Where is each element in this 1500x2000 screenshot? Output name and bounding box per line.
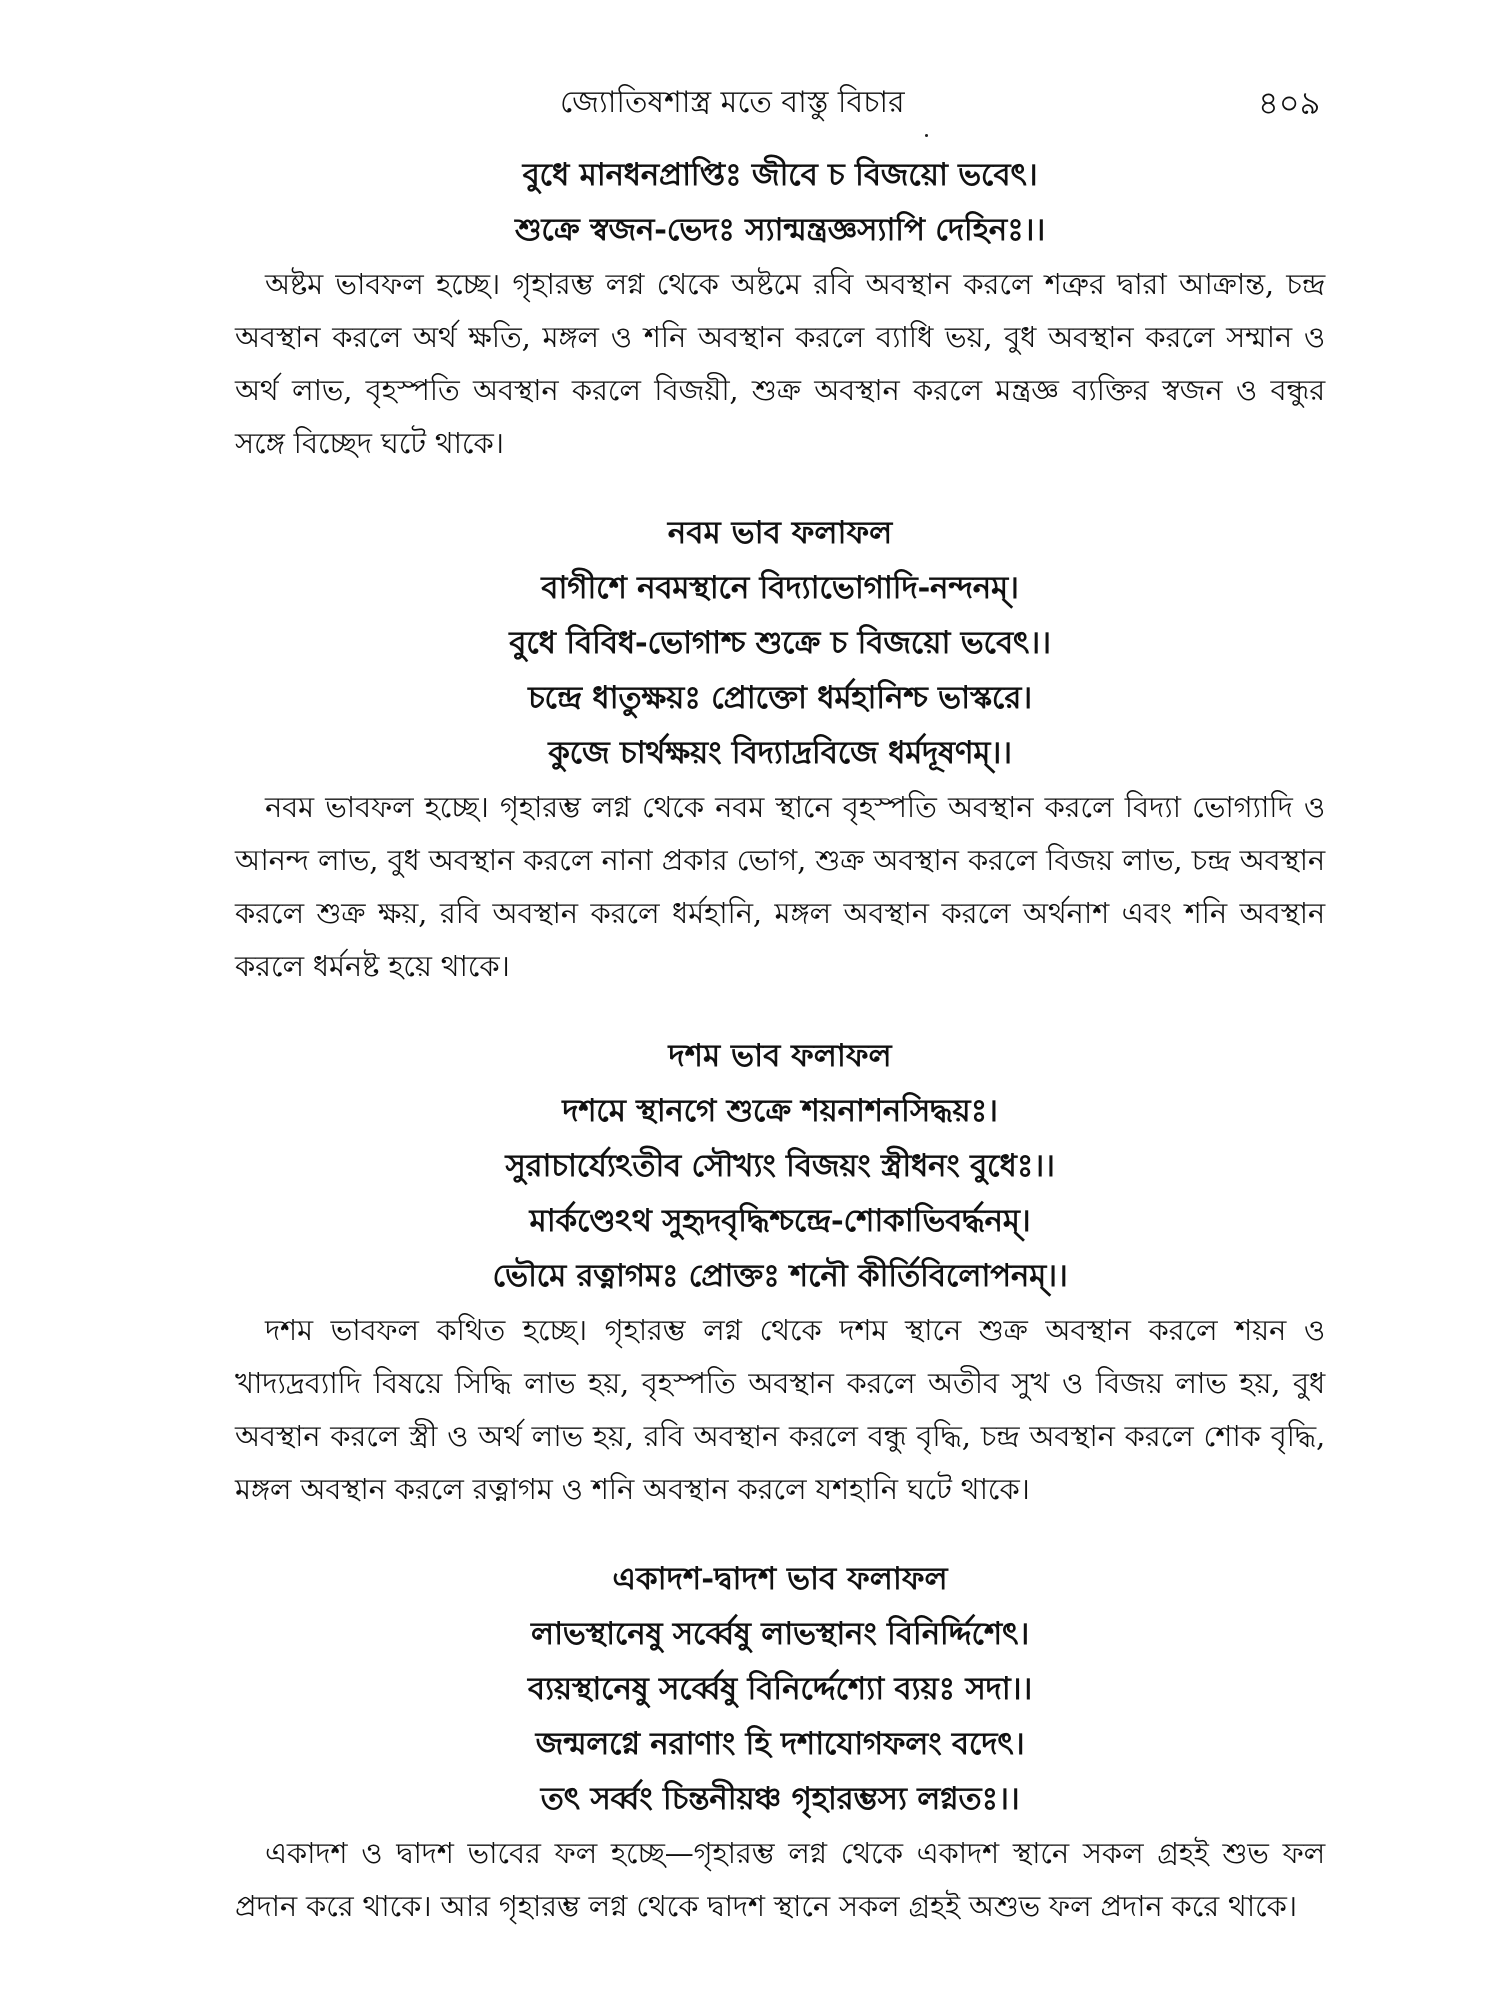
verse-line: তৎ সর্ব্বং চিন্তনীয়ঞ্চ গৃহারম্ভস্য লগ্নতঃ।। — [540, 1781, 1020, 1817]
ink-dot — [925, 134, 928, 137]
section-eighth-house-continued — [235, 148, 1325, 470]
verse-line: জন্মলগ্নে নরাণাং হি দশাযোগফলং বদেৎ। — [535, 1726, 1025, 1762]
paragraph: দশম ভাবফল কথিত হচ্ছে। গৃহারম্ভ লগ্ন থেকে দশম স্থানে শুক্র অবস্থান করলে শয়ন ও খাদ্যদ্রব্যাদি বিষয়ে সিদ্ধি লাভ হয়, বৃহস্পতি অবস্থান করলে অতীব সুখ ও বিজয় লাভ হয়, বুধ অবস্থান করলে স্ত্রী ও অর্থ লাভ হয়, রবি অবস্থান করলে বন্ধু বৃদ্ধি, চন্দ্র অবস্থান করলে শোক বৃদ্ধি, মঙ্গল অবস্থান করলে রত্নাগম ও শনি অবস্থান করলে যশহানি ঘটে থাকে। — [235, 1313, 1325, 1506]
verse-line: দশমে স্থানগে শুক্রে শয়নাশনসিদ্ধয়ঃ। — [562, 1093, 998, 1129]
verse-line: মার্কণ্ডেঽথ সুহৃদবৃদ্ধিশ্চন্দ্রে-শোকাভিবর্দ্ধনম্। — [529, 1203, 1031, 1239]
verse-line: বুধে বিবিধ-ভোগাশ্চ শুক্রে চ বিজয়ো ভবেৎ।। — [509, 625, 1051, 661]
verse-line: ভৌমে রত্নাগমঃ প্রোক্তঃ শনৌ কীর্তিবিলোপনম্।। — [492, 1258, 1068, 1294]
main-content — [235, 148, 1325, 1933]
section-ninth-house — [235, 506, 1325, 993]
verse-line: সুরাচার্য্যেঽতীব সৌখ্যং বিজয়ং স্ত্রীধনং বুধেঃ।। — [505, 1148, 1055, 1184]
section-heading: নবম ভাব ফলাফল — [667, 515, 893, 551]
paragraph: নবম ভাবফল হচ্ছে। গৃহারম্ভ লগ্ন থেকে নবম স্থানে বৃহস্পতি অবস্থান করলে বিদ্যা ভোগ্যাদি ও আনন্দ লাভ, বুধ অবস্থান করলে নানা প্রকার ভোগ, শুক্র অবস্থান করলে বিজয় লাভ, চন্দ্র অবস্থান করলে শুক্র ক্ষয়, রবি অবস্থান করলে ধর্মহানি, মঙ্গল অবস্থান করলে অর্থনাশ এবং শনি অবস্থান করলে ধর্মনষ্ট হয়ে থাকে। — [235, 790, 1325, 983]
verse-line: লাভস্থানেষু সর্ব্বেষু লাভস্থানং বিনির্দ্দিশেৎ। — [530, 1616, 1029, 1652]
verse-line: চন্দ্রে ধাতুক্ষয়ঃ প্রোক্তো ধর্মহানিশ্চ ভাস্করে। — [528, 680, 1032, 716]
verse-line: বুধে মানধনপ্রাপ্তিঃ জীবে চ বিজয়ো ভবেৎ। — [522, 157, 1038, 193]
section-heading: একাদশ-দ্বাদশ ভাব ফলাফল — [612, 1561, 948, 1597]
running-head: জ্যোতিষশাস্ত্র মতে বাস্তু বিচার — [560, 85, 905, 120]
verse-line: শুক্রে স্বজন-ভেদঃ স্যান্মন্ত্রজ্ঞস্যাপি দেহিনঃ।। — [514, 212, 1045, 248]
page-number: ৪০৯ — [1258, 84, 1321, 122]
section-tenth-house — [235, 1029, 1325, 1516]
section-eleventh-twelfth-house — [235, 1552, 1325, 1933]
verse-line: ব্যয়স্থানেষু সর্ব্বেষু বিনির্দ্দেশ্যো ব্যয়ঃ সদা।। — [527, 1671, 1033, 1707]
verse-line: কুজে চার্থক্ষয়ং বিদ্যাদ্রবিজে ধর্মদূষণম্।। — [548, 735, 1012, 771]
paragraph: একাদশ ও দ্বাদশ ভাবের ফল হচ্ছে—গৃহারম্ভ লগ্ন থেকে একাদশ স্থানে সকল গ্রহই শুভ ফল প্রদান করে থাকে। আর গৃহারম্ভ লগ্ন থেকে দ্বাদশ স্থানে সকল গ্রহই অশুভ ফল প্রদান করে থাকে। — [235, 1836, 1325, 1923]
paragraph: অষ্টম ভাবফল হচ্ছে। গৃহারম্ভ লগ্ন থেকে অষ্টমে রবি অবস্থান করলে শত্রুর দ্বারা আক্রান্ত, চন্দ্র অবস্থান করলে অর্থ ক্ষতি, মঙ্গল ও শনি অবস্থান করলে ব্যাধি ভয়, বুধ অবস্থান করলে সম্মান ও অর্থ লাভ, বৃহস্পতি অবস্থান করলে বিজয়ী, শুক্র অবস্থান করলে মন্ত্রজ্ঞ ব্যক্তির স্বজন ও বন্ধুর সঙ্গে বিচ্ছেদ ঘটে থাকে। — [235, 267, 1325, 460]
section-heading: দশম ভাব ফলাফল — [668, 1038, 892, 1074]
verse-line: বাগীশে নবমস্থানে বিদ্যাভোগাদি-নন্দনম্। — [541, 570, 1019, 606]
